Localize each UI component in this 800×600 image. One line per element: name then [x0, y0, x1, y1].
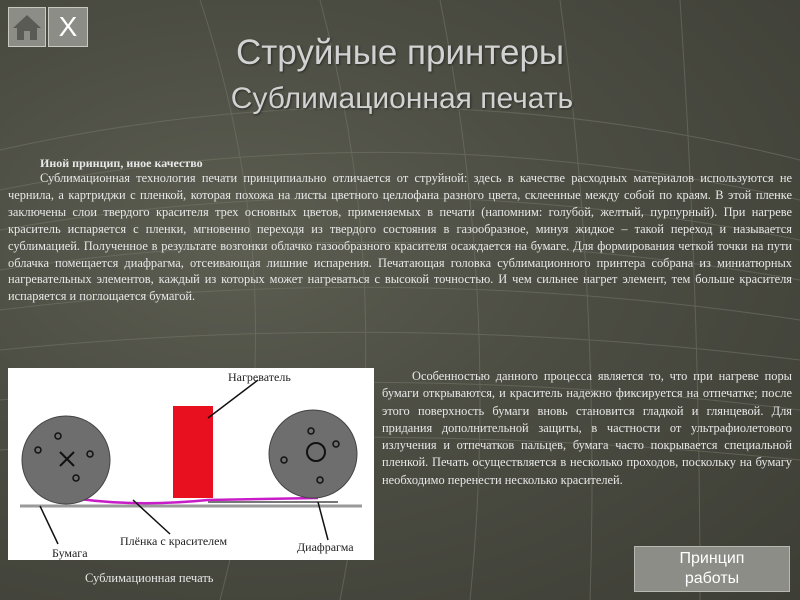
- right-roller: [269, 410, 357, 498]
- heater-arrow: [208, 380, 258, 418]
- principle-button[interactable]: [634, 546, 790, 592]
- body-paragraph: Сублимационная технология печати принципиально отличается от струйной: здесь в качестве расходных материалов используются не чернила, а картриджи с пленкой, которая похожа на листы цветного целлофана разного цвета, склеенные между собой по краям. В этой пленке заключены слои твердого красителя трех основных цветов, применяемых в печати (напомним: голубой, желтый, пурпурный). При нагреве краситель испаряется с пленки, мгновенно переходя из твердого состояния в газообразное, минуя жидкое – такой переход и называется сублимацией. Полученное в результате возгонки облачко газообразного красителя осаждается на бумаге. Для формирования четкой точки на пути облачка помещается диафрагма, отсеивающая лишние испарения. Печатающая головка сублимационного принтера собрана из миниатюрных нагревательных элементов, каждый из которых может нагреваться с высокой точностью. И чем сильнее нагрет элемент, тем больше красителя испаряется и поглощается бумагой.: [8, 171, 792, 304]
- principle-button-line1: Принцип: [679, 550, 745, 567]
- heater-block: [173, 406, 213, 498]
- paper-arrow: [40, 506, 58, 544]
- side-paragraph: Особенностью данного процесса является то, что при нагреве поры бумаги открываются, и краситель надежно фиксируется на отпечатке; после этого поверхность бумаги вновь становится гладкой и глянцевой. Для придания дополнительной защиты, в частности от ультрафиолетового излучения и отпечатков пальцев, бумага часто покрывается специальной пленкой. Печать осуществляется в несколько проходов, поскольку на бумагу необходимо перенести несколько красителей.: [382, 369, 792, 487]
- diaphragm-label: Диафрагма: [297, 540, 354, 554]
- section-heading: Иной принцип, иное качество: [40, 156, 203, 170]
- heater-label: Нагреватель: [228, 370, 291, 384]
- close-button[interactable]: X: [48, 7, 88, 47]
- page-title: Струйные принтеры: [235, 33, 565, 72]
- film-label: Плёнка с красителем: [120, 534, 228, 548]
- principle-button-line2: работы: [684, 570, 740, 587]
- left-roller: [22, 416, 110, 504]
- diaphragm-arrow: [318, 502, 328, 540]
- diagram-caption: Сублимационная печать: [85, 571, 214, 585]
- paper-label: Бумага: [52, 546, 88, 560]
- sublimation-diagram: [8, 368, 374, 560]
- page-subtitle: Сублимационная печать: [230, 82, 574, 115]
